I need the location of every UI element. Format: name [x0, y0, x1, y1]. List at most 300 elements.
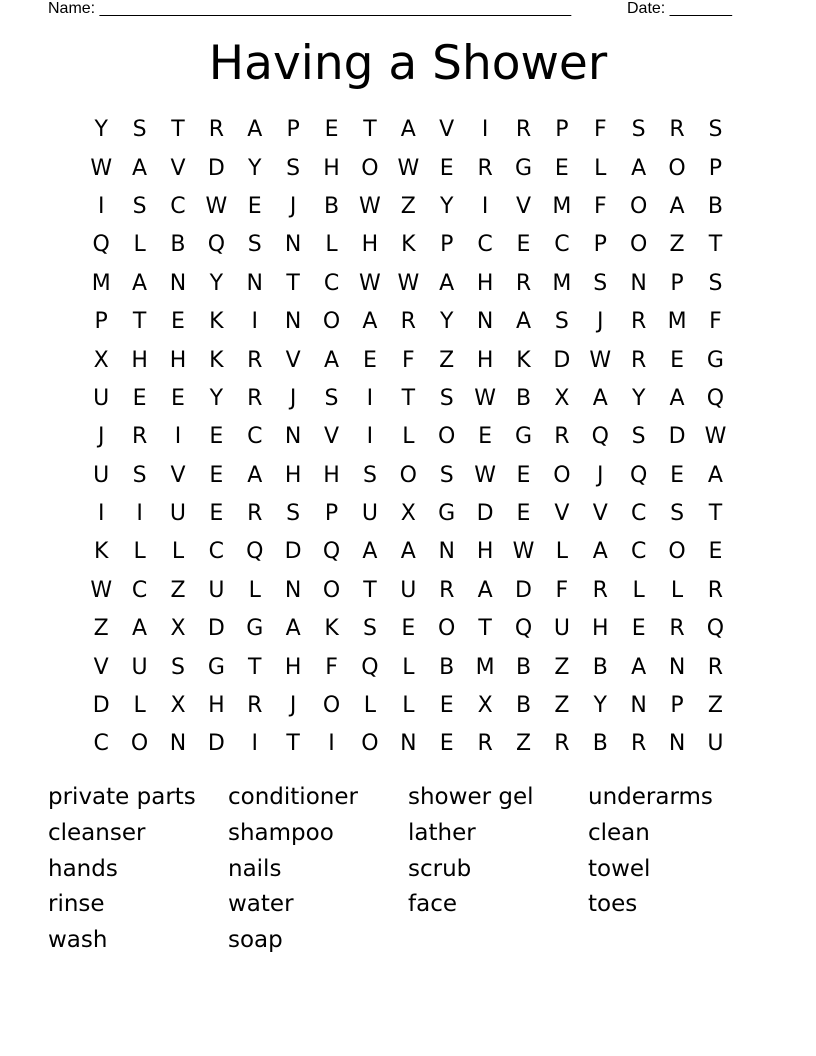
grid-letter[interactable]: C: [630, 539, 647, 565]
grid-letter[interactable]: W: [512, 539, 535, 565]
grid-letter[interactable]: K: [401, 232, 416, 258]
grid-letter[interactable]: D: [476, 501, 494, 527]
grid-letter[interactable]: Y: [439, 309, 454, 335]
grid-letter[interactable]: T: [132, 309, 147, 335]
grid-letter[interactable]: Q: [514, 616, 533, 642]
grid-letter[interactable]: Z: [400, 193, 416, 219]
grid-letter[interactable]: H: [284, 654, 302, 680]
grid-letter[interactable]: A: [247, 117, 263, 143]
grid-letter[interactable]: S: [362, 462, 377, 488]
grid-letter[interactable]: Q: [92, 232, 110, 258]
grid-letter[interactable]: E: [324, 117, 339, 143]
grid-letter[interactable]: I: [328, 731, 335, 757]
grid-letter[interactable]: R: [247, 693, 263, 719]
grid-letter[interactable]: A: [515, 309, 532, 335]
grid-letter[interactable]: O: [438, 424, 456, 450]
grid-letter[interactable]: O: [668, 539, 686, 565]
grid-letter[interactable]: X: [400, 501, 416, 527]
grid-letter[interactable]: E: [516, 232, 531, 258]
grid-letter[interactable]: N: [476, 309, 494, 335]
grid-letter[interactable]: G: [438, 501, 456, 527]
grid-letter[interactable]: G: [514, 424, 533, 450]
grid-letter[interactable]: R: [554, 731, 570, 757]
grid-letter[interactable]: S: [670, 501, 685, 527]
grid-letter[interactable]: E: [171, 309, 185, 335]
grid-letter[interactable]: R: [631, 731, 647, 757]
grid-letter[interactable]: N: [169, 731, 187, 757]
grid-row: [82, 303, 736, 341]
grid-letter[interactable]: C: [630, 501, 647, 527]
grid-letter[interactable]: H: [208, 693, 225, 719]
grid-letter[interactable]: B: [592, 654, 608, 680]
grid-letter[interactable]: L: [402, 654, 415, 680]
grid-letter[interactable]: E: [209, 462, 224, 488]
grid-letter[interactable]: Y: [209, 385, 224, 411]
grid-letter[interactable]: E: [362, 347, 377, 373]
grid-letter[interactable]: O: [361, 731, 379, 757]
grid-letter[interactable]: C: [93, 731, 109, 757]
grid-letter[interactable]: B: [439, 654, 455, 680]
grid-letter[interactable]: S: [132, 462, 147, 488]
name-field-label[interactable]: Name: _____________________________________________________: [48, 0, 572, 17]
grid-letter[interactable]: W: [704, 424, 727, 450]
grid-letter[interactable]: B: [515, 693, 532, 719]
grid-letter[interactable]: R: [669, 117, 685, 143]
grid-letter[interactable]: G: [706, 347, 724, 373]
grid-letter[interactable]: U: [361, 501, 378, 527]
grid-letter[interactable]: I: [251, 731, 258, 757]
grid-letter[interactable]: L: [555, 539, 569, 565]
grid-letter[interactable]: A: [707, 462, 723, 488]
grid-letter[interactable]: R: [400, 309, 416, 335]
grid-letter[interactable]: W: [90, 577, 113, 603]
grid-letter[interactable]: K: [516, 347, 531, 373]
grid-letter[interactable]: P: [440, 232, 454, 258]
grid-letter[interactable]: E: [670, 462, 684, 488]
grid-letter[interactable]: S: [439, 385, 454, 411]
grid-letter[interactable]: V: [93, 654, 109, 680]
grid-letter[interactable]: R: [477, 155, 493, 181]
grid-letter[interactable]: Q: [246, 539, 264, 565]
grid-letter[interactable]: S: [631, 424, 646, 450]
grid-letter[interactable]: Y: [209, 270, 224, 296]
grid-letter[interactable]: E: [209, 501, 224, 527]
grid-letter[interactable]: A: [439, 270, 455, 296]
grid-letter[interactable]: Q: [361, 654, 379, 680]
grid-letter[interactable]: Q: [207, 232, 226, 258]
grid-letter[interactable]: N: [246, 270, 263, 296]
grid-letter[interactable]: D: [207, 155, 225, 181]
grid-letter[interactable]: E: [401, 616, 416, 642]
grid-letter[interactable]: W: [359, 193, 381, 219]
grid-letter[interactable]: O: [130, 731, 149, 757]
grid-letter[interactable]: J: [597, 462, 604, 488]
grid-letter[interactable]: C: [208, 539, 225, 565]
grid-letter[interactable]: C: [323, 270, 340, 296]
grid-letter[interactable]: W: [359, 270, 381, 296]
grid-letter[interactable]: H: [476, 270, 494, 296]
grid-letter[interactable]: T: [478, 616, 492, 642]
date-field-label[interactable]: Date: _______: [627, 0, 732, 17]
grid-letter[interactable]: O: [322, 577, 341, 603]
grid-letter[interactable]: O: [553, 462, 571, 488]
grid-letter[interactable]: S: [708, 117, 723, 143]
grid-letter[interactable]: H: [476, 347, 494, 373]
grid-letter[interactable]: P: [670, 693, 684, 719]
grid-letter[interactable]: H: [284, 462, 302, 488]
grid-letter[interactable]: L: [363, 693, 377, 719]
grid-letter[interactable]: Q: [591, 424, 609, 450]
grid-letter[interactable]: J: [289, 385, 297, 411]
grid-letter[interactable]: E: [209, 424, 224, 450]
grid-letter[interactable]: V: [285, 347, 301, 373]
grid-letter[interactable]: A: [324, 347, 340, 373]
grid-letter[interactable]: P: [94, 309, 108, 335]
grid-letter[interactable]: P: [593, 232, 607, 258]
grid-letter[interactable]: T: [286, 270, 300, 296]
word-bank-item: underarms: [588, 784, 713, 810]
grid-letter[interactable]: O: [322, 309, 341, 335]
grid-letter[interactable]: A: [669, 193, 685, 219]
grid-letter[interactable]: L: [133, 232, 146, 258]
grid-letter[interactable]: L: [133, 539, 146, 565]
grid-letter[interactable]: V: [170, 155, 186, 181]
grid-letter[interactable]: V: [324, 424, 340, 450]
grid-letter[interactable]: C: [170, 193, 186, 219]
grid-letter[interactable]: L: [171, 539, 185, 565]
grid-letter[interactable]: I: [97, 501, 105, 527]
word-bank-item: shampoo: [228, 819, 334, 846]
grid-letter[interactable]: I: [481, 193, 489, 219]
grid-letter[interactable]: F: [325, 654, 338, 680]
grid-letter[interactable]: E: [478, 424, 493, 450]
grid-letter[interactable]: I: [136, 501, 143, 527]
grid-letter[interactable]: Q: [706, 385, 725, 411]
grid-letter[interactable]: L: [248, 577, 261, 603]
grid-letter[interactable]: W: [589, 347, 612, 373]
grid-letter[interactable]: A: [669, 385, 685, 411]
grid-letter[interactable]: M: [475, 654, 495, 680]
grid-letter[interactable]: M: [91, 270, 111, 296]
grid-letter[interactable]: T: [363, 577, 377, 603]
grid-letter[interactable]: N: [169, 270, 187, 296]
grid-letter[interactable]: A: [477, 577, 493, 603]
grid-letter[interactable]: Y: [94, 117, 108, 143]
grid-letter[interactable]: O: [399, 462, 417, 488]
grid-letter[interactable]: G: [514, 155, 533, 181]
grid-letter[interactable]: H: [592, 616, 609, 642]
grid-letter[interactable]: A: [592, 539, 608, 565]
grid-letter[interactable]: Y: [439, 193, 454, 219]
grid-letter[interactable]: K: [324, 616, 339, 642]
grid-letter[interactable]: G: [246, 616, 264, 642]
grid-letter[interactable]: R: [631, 309, 647, 335]
grid-letter[interactable]: C: [554, 232, 570, 258]
grid-letter[interactable]: N: [630, 270, 647, 296]
grid-row: [82, 111, 736, 149]
grid-letter[interactable]: A: [285, 616, 301, 642]
grid-letter[interactable]: X: [554, 385, 570, 411]
grid-letter[interactable]: W: [474, 462, 496, 488]
grid-letter[interactable]: I: [174, 424, 182, 450]
grid-letter[interactable]: Z: [170, 577, 186, 603]
grid-letter[interactable]: W: [397, 270, 420, 296]
grid-letter[interactable]: R: [131, 424, 148, 450]
grid-letter[interactable]: E: [439, 693, 454, 719]
grid-letter[interactable]: H: [323, 462, 340, 488]
grid-letter[interactable]: N: [668, 654, 686, 680]
grid-letter[interactable]: B: [170, 232, 186, 258]
word-bank-item: water: [228, 891, 294, 918]
grid-letter[interactable]: E: [554, 155, 569, 181]
grid-letter[interactable]: V: [439, 117, 455, 143]
grid-letter[interactable]: R: [247, 385, 263, 411]
grid-letter[interactable]: K: [93, 539, 109, 565]
grid-letter[interactable]: A: [592, 385, 608, 411]
grid-letter[interactable]: F: [401, 347, 415, 373]
grid-letter[interactable]: S: [439, 462, 454, 488]
grid-letter[interactable]: W: [474, 385, 496, 411]
grid-letter[interactable]: S: [708, 270, 723, 296]
grid-letter[interactable]: O: [438, 616, 456, 642]
grid-letter[interactable]: E: [439, 731, 454, 757]
grid-letter[interactable]: J: [289, 693, 297, 719]
grid-letter[interactable]: H: [361, 232, 379, 258]
grid-letter[interactable]: C: [131, 577, 148, 603]
grid-letter[interactable]: T: [708, 232, 723, 258]
grid-letter[interactable]: Z: [93, 616, 109, 642]
grid-letter[interactable]: R: [669, 616, 685, 642]
grid-letter[interactable]: F: [555, 577, 569, 603]
grid-letter[interactable]: V: [515, 193, 532, 219]
grid-letter[interactable]: C: [477, 232, 493, 258]
grid-letter[interactable]: R: [554, 424, 570, 450]
grid-letter[interactable]: B: [515, 654, 532, 680]
grid-letter[interactable]: P: [670, 270, 684, 296]
grid-letter[interactable]: W: [205, 193, 228, 219]
grid-letter[interactable]: A: [132, 616, 148, 642]
grid-letter[interactable]: J: [97, 424, 105, 450]
grid-letter[interactable]: S: [362, 616, 377, 642]
grid-letter[interactable]: Q: [706, 616, 725, 642]
grid-letter[interactable]: P: [286, 117, 300, 143]
grid-letter[interactable]: L: [670, 577, 684, 603]
grid-letter[interactable]: U: [93, 462, 110, 488]
grid-letter[interactable]: S: [324, 385, 339, 411]
grid-letter[interactable]: D: [553, 347, 571, 373]
grid-letter[interactable]: T: [363, 117, 377, 143]
grid-letter[interactable]: Z: [515, 731, 532, 757]
grid-letter[interactable]: M: [552, 193, 572, 219]
grid-letter[interactable]: X: [170, 693, 186, 719]
grid-letter[interactable]: G: [207, 654, 225, 680]
grid-letter[interactable]: I: [481, 117, 489, 143]
grid-letter[interactable]: R: [592, 577, 608, 603]
grid-letter[interactable]: W: [90, 155, 113, 181]
grid-letter[interactable]: E: [631, 616, 646, 642]
grid-letter[interactable]: O: [630, 193, 648, 219]
grid-letter[interactable]: R: [707, 577, 724, 603]
grid-letter[interactable]: R: [707, 654, 724, 680]
grid-letter[interactable]: E: [670, 347, 684, 373]
grid-letter[interactable]: T: [286, 731, 300, 757]
grid-letter[interactable]: O: [322, 693, 341, 719]
grid-letter[interactable]: D: [515, 577, 532, 603]
grid-letter[interactable]: L: [632, 577, 645, 603]
grid-letter[interactable]: R: [247, 347, 263, 373]
grid-letter[interactable]: R: [631, 347, 647, 373]
grid-letter[interactable]: N: [284, 424, 302, 450]
grid-letter[interactable]: H: [169, 347, 187, 373]
grid-letter[interactable]: P: [708, 155, 723, 181]
grid-letter[interactable]: S: [631, 117, 646, 143]
grid-letter[interactable]: A: [132, 270, 148, 296]
grid-letter[interactable]: O: [361, 155, 379, 181]
grid-letter[interactable]: D: [207, 731, 225, 757]
grid-letter[interactable]: X: [477, 693, 493, 719]
grid-letter[interactable]: F: [709, 309, 722, 335]
grid-letter[interactable]: A: [631, 155, 647, 181]
grid-letter[interactable]: U: [553, 616, 570, 642]
grid-letter[interactable]: A: [132, 155, 148, 181]
grid-letter[interactable]: E: [516, 501, 531, 527]
grid-letter[interactable]: B: [707, 193, 723, 219]
grid-letter[interactable]: Q: [322, 539, 341, 565]
grid-letter[interactable]: L: [402, 424, 415, 450]
grid-letter[interactable]: F: [593, 117, 607, 143]
grid-letter[interactable]: B: [515, 385, 532, 411]
grid-letter[interactable]: D: [207, 616, 225, 642]
grid-letter[interactable]: X: [170, 616, 186, 642]
grid-letter[interactable]: U: [400, 577, 417, 603]
grid-letter[interactable]: E: [132, 385, 147, 411]
grid-letter[interactable]: S: [247, 232, 262, 258]
grid-letter[interactable]: Z: [439, 347, 455, 373]
grid-letter[interactable]: Z: [554, 693, 570, 719]
grid-letter[interactable]: T: [401, 385, 416, 411]
header-line: [48, 0, 748, 20]
grid-letter[interactable]: N: [668, 731, 686, 757]
grid-letter[interactable]: H: [323, 155, 340, 181]
grid-letter[interactable]: L: [594, 155, 607, 181]
grid-letter[interactable]: V: [592, 501, 608, 527]
grid-letter[interactable]: N: [284, 309, 302, 335]
grid-letter[interactable]: N: [630, 693, 647, 719]
grid-letter[interactable]: O: [668, 155, 686, 181]
grid-letter[interactable]: Y: [593, 693, 607, 719]
grid-letter[interactable]: R: [247, 501, 263, 527]
grid-letter[interactable]: N: [284, 577, 302, 603]
grid-letter[interactable]: U: [169, 501, 187, 527]
grid-letter[interactable]: P: [555, 117, 569, 143]
grid-letter[interactable]: K: [209, 309, 224, 335]
grid-letter[interactable]: Y: [631, 385, 646, 411]
grid-letter[interactable]: L: [402, 693, 415, 719]
grid-letter[interactable]: H: [476, 539, 494, 565]
grid-letter[interactable]: W: [397, 155, 420, 181]
grid-letter[interactable]: N: [438, 539, 455, 565]
grid-letter[interactable]: S: [286, 155, 301, 181]
grid-letter[interactable]: R: [515, 270, 532, 296]
grid-letter[interactable]: A: [362, 309, 378, 335]
grid-letter[interactable]: V: [554, 501, 570, 527]
grid-letter[interactable]: J: [289, 193, 297, 219]
grid-letter[interactable]: Z: [707, 693, 723, 719]
grid-letter[interactable]: L: [325, 232, 338, 258]
grid-letter[interactable]: S: [593, 270, 608, 296]
grid-letter[interactable]: P: [324, 501, 339, 527]
grid-letter[interactable]: S: [554, 309, 569, 335]
grid-letter[interactable]: L: [133, 693, 146, 719]
grid-letter[interactable]: N: [284, 232, 302, 258]
grid-letter[interactable]: A: [400, 117, 416, 143]
grid-letter[interactable]: E: [439, 155, 454, 181]
grid-letter[interactable]: E: [708, 539, 723, 565]
grid-letter[interactable]: T: [708, 501, 723, 527]
grid-letter[interactable]: R: [208, 117, 225, 143]
grid-letter[interactable]: I: [366, 385, 374, 411]
grid-letter[interactable]: N: [400, 731, 417, 757]
grid-letter[interactable]: D: [92, 693, 110, 719]
grid-letter[interactable]: A: [247, 462, 263, 488]
grid-letter[interactable]: D: [668, 424, 686, 450]
grid-letter[interactable]: U: [208, 577, 225, 603]
grid-letter[interactable]: R: [477, 731, 493, 757]
grid-letter[interactable]: V: [170, 462, 186, 488]
grid-letter[interactable]: S: [132, 193, 147, 219]
grid-letter[interactable]: M: [667, 309, 687, 335]
grid-letter[interactable]: H: [131, 347, 148, 373]
grid-letter[interactable]: E: [247, 193, 262, 219]
grid-letter[interactable]: S: [286, 501, 301, 527]
grid-letter[interactable]: A: [400, 539, 416, 565]
grid-letter[interactable]: I: [97, 193, 105, 219]
grid-letter[interactable]: R: [515, 117, 532, 143]
grid-letter[interactable]: U: [131, 654, 148, 680]
grid-letter[interactable]: A: [362, 539, 378, 565]
grid-letter[interactable]: B: [323, 193, 340, 219]
grid-letter[interactable]: E: [516, 462, 531, 488]
grid-letter[interactable]: F: [593, 193, 607, 219]
grid-letter[interactable]: A: [631, 654, 647, 680]
grid-letter[interactable]: S: [132, 117, 147, 143]
grid-letter[interactable]: T: [171, 117, 185, 143]
grid-letter[interactable]: M: [552, 270, 572, 296]
grid-letter[interactable]: T: [248, 654, 262, 680]
grid-letter[interactable]: X: [93, 347, 109, 373]
grid-letter[interactable]: I: [251, 309, 258, 335]
grid-letter[interactable]: B: [592, 731, 608, 757]
grid-letter[interactable]: J: [597, 309, 604, 335]
grid-letter[interactable]: E: [171, 385, 185, 411]
grid-letter[interactable]: C: [247, 424, 263, 450]
grid-letter[interactable]: S: [170, 654, 185, 680]
word-bank-item: towel: [588, 855, 651, 882]
grid-letter[interactable]: I: [366, 424, 374, 450]
grid-letter[interactable]: Z: [554, 654, 570, 680]
grid-letter[interactable]: O: [630, 232, 648, 258]
grid-letter[interactable]: K: [209, 347, 224, 373]
grid-letter[interactable]: Z: [669, 232, 685, 258]
grid-letter[interactable]: D: [284, 539, 302, 565]
word-bank-item: nails: [228, 855, 282, 882]
grid-letter[interactable]: U: [707, 731, 724, 757]
grid-letter[interactable]: U: [93, 385, 110, 411]
grid-letter[interactable]: Q: [630, 462, 648, 488]
word-bank-item: shower gel: [408, 784, 534, 810]
grid-letter[interactable]: Y: [248, 155, 262, 181]
grid-letter[interactable]: R: [439, 577, 455, 603]
